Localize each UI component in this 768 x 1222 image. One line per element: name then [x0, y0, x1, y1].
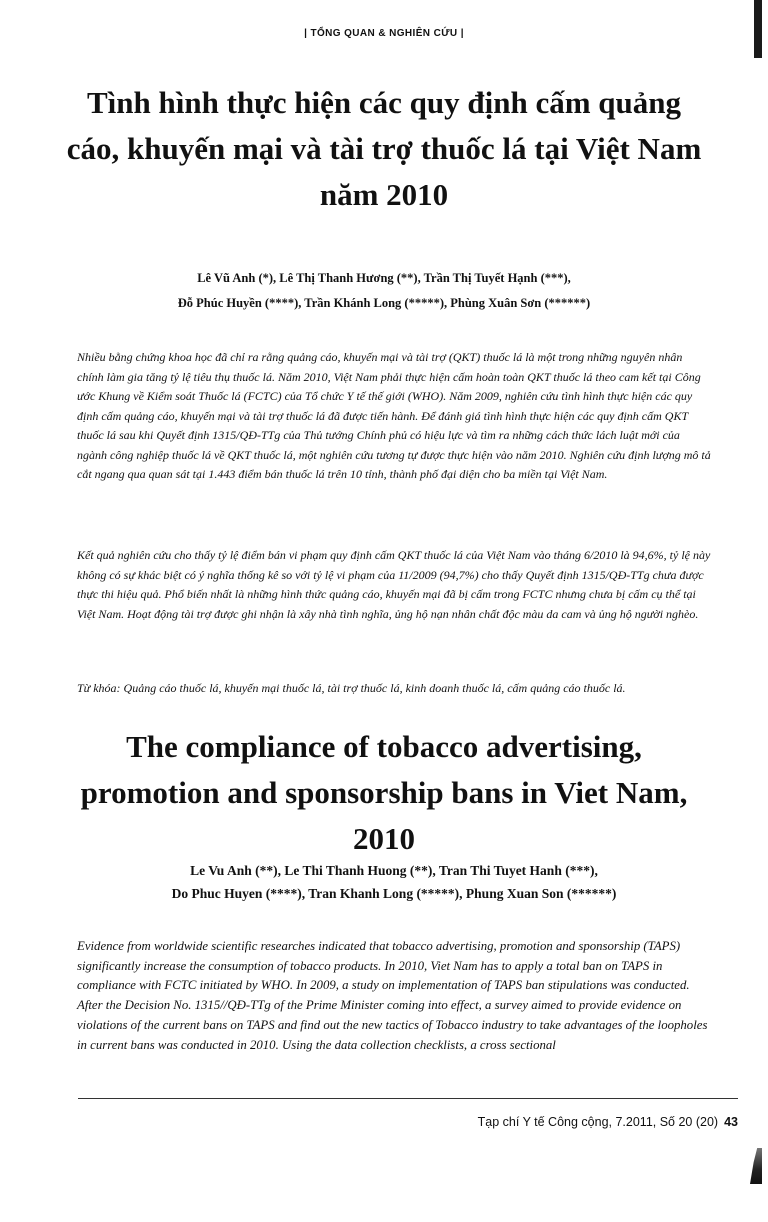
title-english: The compliance of tobacco advertising, promotion and sponsorship bans in Viet Nam, 2010 — [80, 729, 688, 856]
authors-english-line-1: Le Vu Anh (**), Le Thi Thanh Huong (**), Tran Thi Tuyet Hanh (***), — [190, 863, 598, 878]
authors-english — [100, 859, 688, 905]
scan-edge-mark-bottom — [750, 1148, 762, 1184]
abstract-vietnamese-paragraph-1: Nhiều bằng chứng khoa học đã chỉ ra rằng quảng cáo, khuyến mại và tài trợ (QKT) thuốc lá là một trong những nguyên nhân chính làm gia tăng tỷ lệ tiêu thụ thuốc lá. Năm 2010, Việt Nam phải thực hiện cấm hoàn toàn QKT thuốc lá theo cam kết tại Công ước Khung về Kiểm soát Thuốc lá (FCTC) của Tổ chức Y tế thế giới (WHO). Năm 2009, nghiên cứu tình hình thực hiện các quy định cấm quảng cáo, khuyến mại và tài trợ thuốc lá đã được tiến hành. Để đánh giá tình hình thực hiện các quy định cấm QKT thuốc lá sau khi Quyết định 1315/QĐ-TTg của Thủ tướng Chính phủ có hiệu lực và tìm ra những cách thức lách luật mới của ngành công nghiệp thuốc lá về QKT thuốc lá, một nghiên cứu tương tự được thực hiện vào năm 2010. Nghiên cứu định lượng mô tả cắt ngang qua quan sát tại 1.443 điểm bán thuốc lá trên 10 tỉnh, thành phố đại diện cho ba miền tại Việt Nam. — [77, 350, 711, 481]
authors-vietnamese-line-2: Đỗ Phúc Huyền (****), Trần Khánh Long (*****), Phùng Xuân Sơn (******) — [177, 296, 591, 310]
page-footer — [400, 1115, 738, 1129]
title-vietnamese: Tình hình thực hiện các quy định cấm quảng cáo, khuyến mại và tài trợ thuốc lá tại Việt Nam năm 2010 — [66, 85, 702, 212]
authors-vietnamese — [90, 266, 678, 316]
footer-divider — [78, 1098, 738, 1099]
authors-english-line-2: Do Phuc Huyen (****), Tran Khanh Long (*****), Phung Xuan Son (******) — [171, 886, 617, 901]
section-tag: | TỔNG QUAN & NGHIÊN CỨU | — [304, 28, 464, 39]
page-number: 43 — [724, 1115, 738, 1129]
abstract-vietnamese-paragraph-2: Kết quả nghiên cứu cho thấy tỷ lệ điểm bán vi phạm quy định cấm QKT thuốc lá của Việt Nam vào tháng 6/2010 là 94,6%, tỷ lệ này không có sự khác biệt có ý nghĩa thống kê so với tỷ lệ vi phạm của 11/2009 (94,7%) cho thấy Quyết định 1315/QĐ-TTg chưa được thực thi hiệu quả. Phổ biến nhất là những hình thức quảng cáo, khuyến mại đã bị cấm trong FCTC nhưng chưa bị cấm cụ thể tại Việt Nam. Hoạt động tài trợ được ghi nhận là xây nhà tình nghĩa, ủng hộ nạn nhân chất độc màu da cam và ủng hộ người nghèo. — [77, 548, 711, 621]
authors-vietnamese-line-1: Lê Vũ Anh (*), Lê Thị Thanh Hương (**), Trần Thị Tuyết Hạnh (***), — [197, 271, 571, 285]
journal-citation: Tạp chí Y tế Công cộng, 7.2011, Số 20 (20) — [477, 1115, 719, 1129]
abstract-english: Evidence from worldwide scientific researches indicated that tobacco advertising, promotion and sponsorship (TAPS) significantly increase the consumption of tobacco products. In 2010, Viet Nam has to apply a total ban on TAPS in compliance with FCTC initiated by WHO. In 2009, a study on implementation of TAPS ban stipulations was conducted. After the Decision No. 1315//QĐ-TTg of the Prime Minister coming into effect, a survey aimed to provide evidence on violations of the current bans on TAPS and find out the new tactics of Tobacco industry to take advantages of the loopholes in current bans was conducted in 2010. Using the data collection checklists, a cross sectional — [77, 939, 708, 1052]
keywords-vietnamese: Từ khóa: Quảng cáo thuốc lá, khuyến mại thuốc lá, tài trợ thuốc lá, kinh doanh thuốc lá, cấm quảng cáo thuốc lá. — [77, 681, 626, 695]
